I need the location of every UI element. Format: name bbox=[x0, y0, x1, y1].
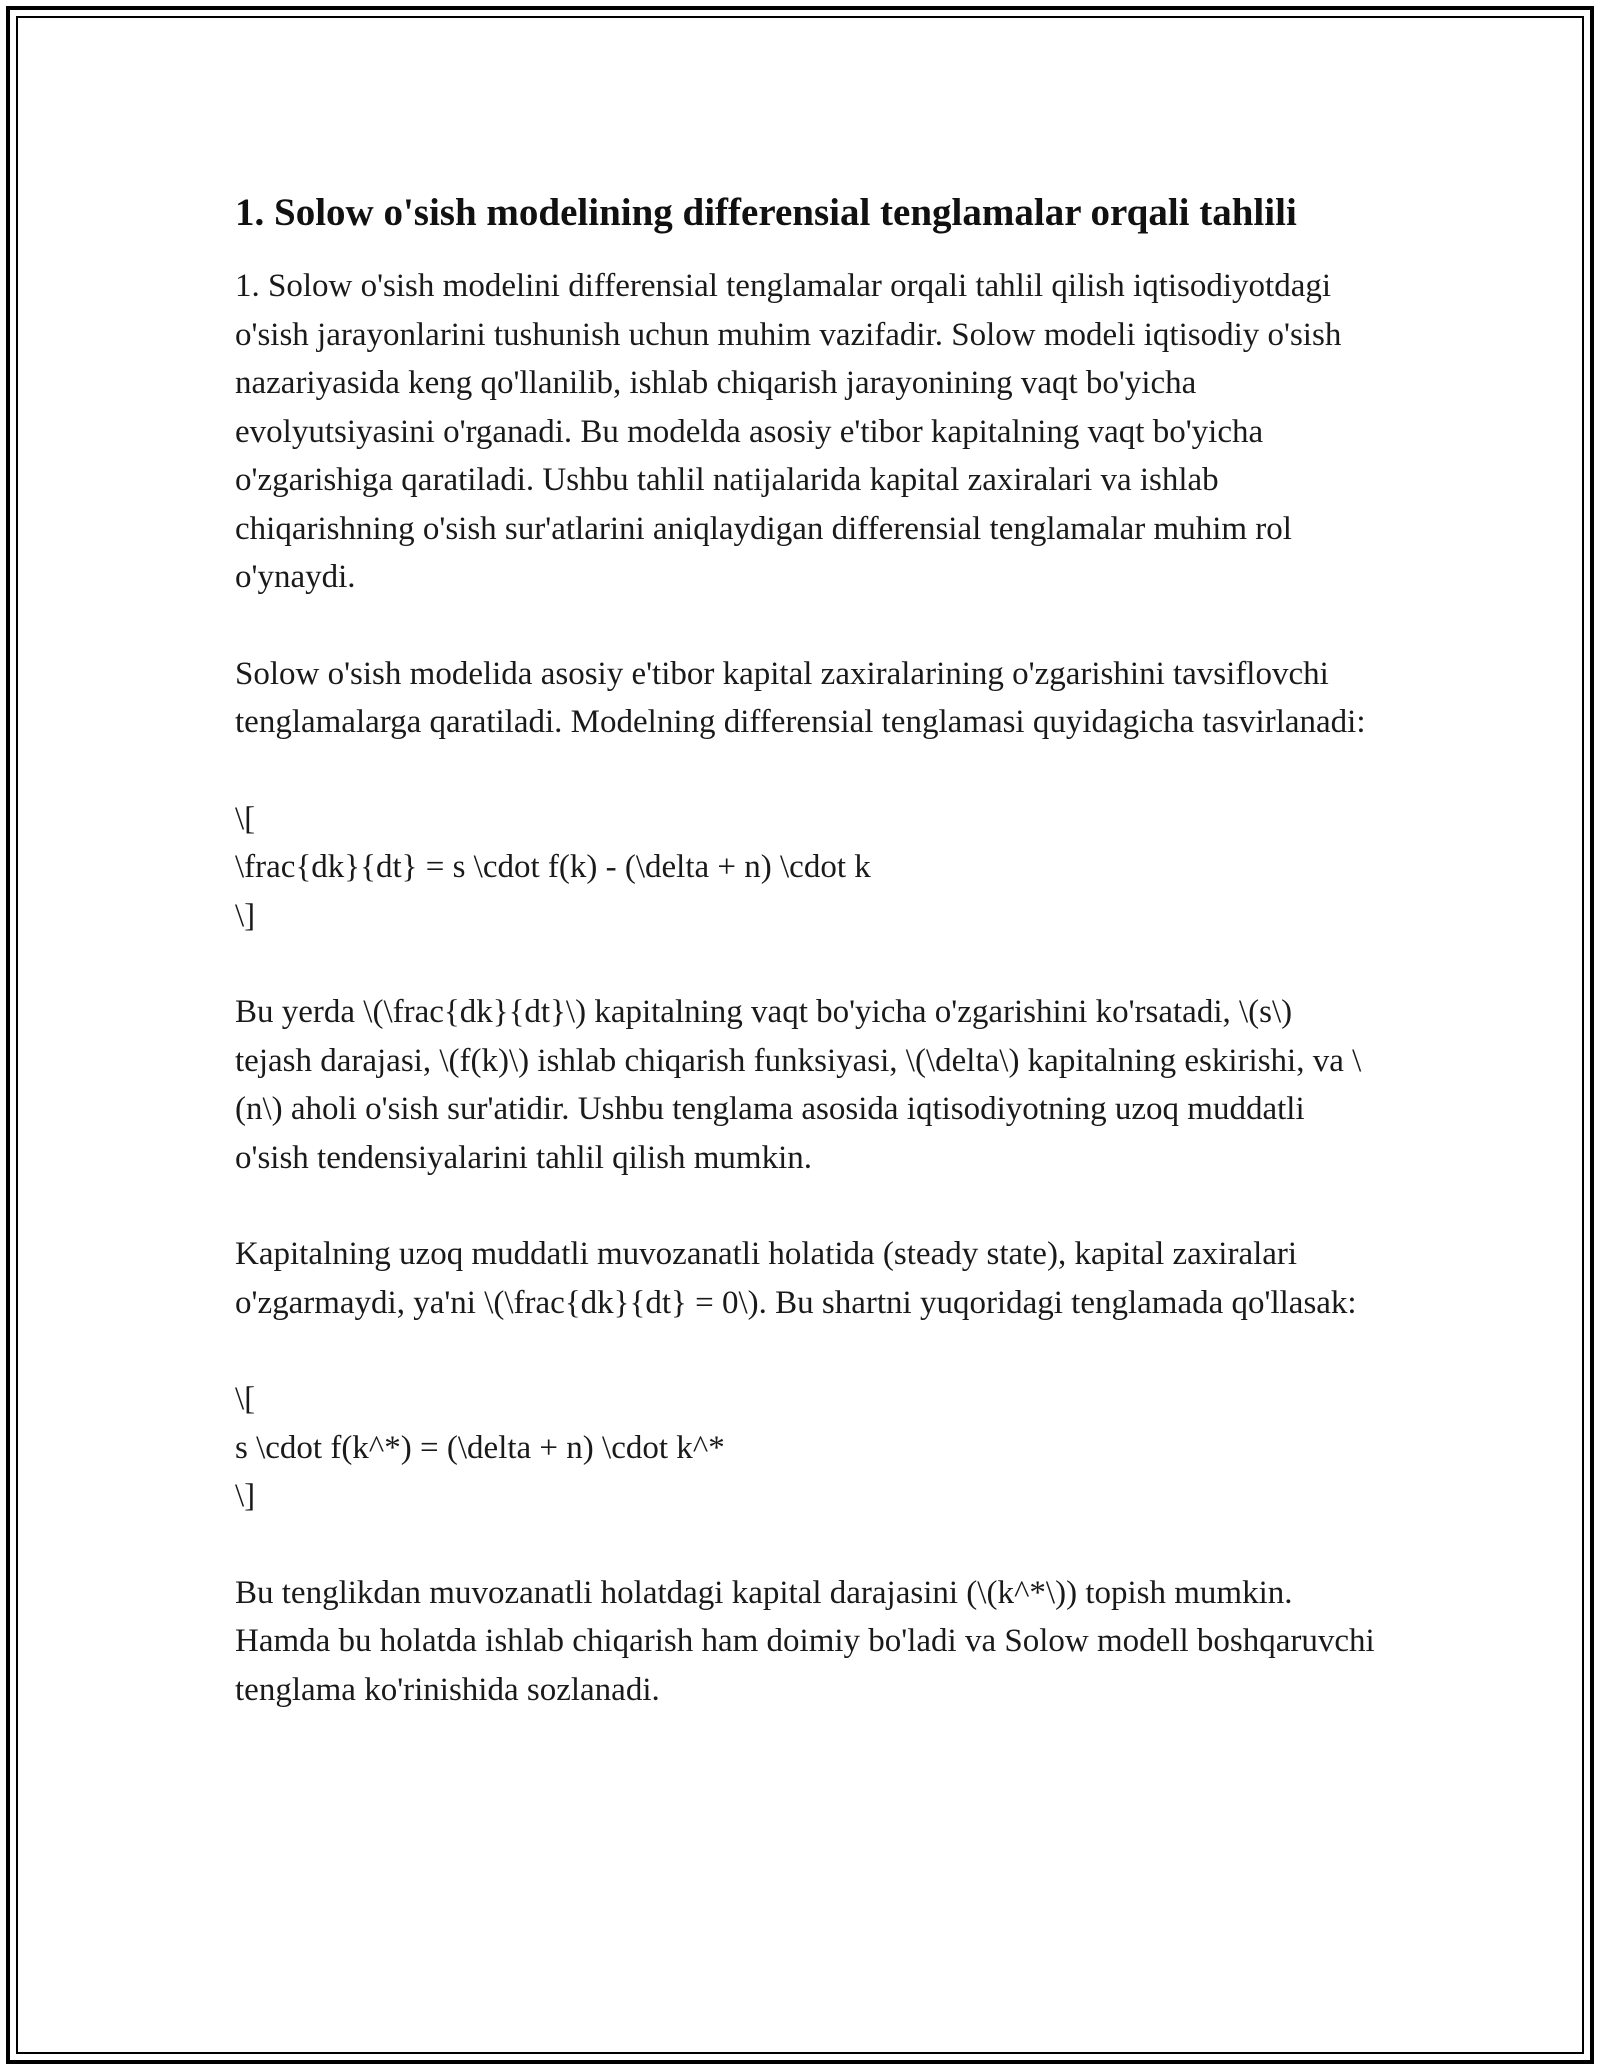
equation-body: \frac{dk}{dt} = s \cdot f(k) - (\delta + n) \cdot k bbox=[235, 849, 871, 885]
equation-close-delimiter: \] bbox=[235, 897, 256, 934]
paragraph-steady-state: Kapitalning uzoq muddatli muvozanatli holatida (steady state), kapital zaxiralari o'zgarmaydi, ya'ni \(\frac{dk}{dt} = 0\). Bu shartni yuqoridagi tenglamada qo'llasak: bbox=[235, 1236, 1357, 1321]
paragraph-variable-definitions: Bu yerda \(\frac{dk}{dt}\) kapitalning vaqt bo'yicha o'zgarishini ko'rsatadi, \(s\) tejash darajasi, \(f(k)\) ishlab chiqarish funksiyasi, \(\delta\) kapitalning eskirishi, va \(n\) aholi o'sish sur'atidir. Ushbu tenglama asosida iqtisodiyotning uzoq muddatli o'sish tendensiyalarini tahlil qilish mumkin. bbox=[235, 994, 1362, 1176]
section-heading: 1. Solow o'sish modelining differensial tenglamalar orqali tahlili bbox=[235, 191, 1297, 234]
paragraph-model-description: Solow o'sish modelida asosiy e'tibor kapital zaxiralarining o'zgarishini tavsiflovchi tenglamalarga qaratiladi. Modelning differensial tenglamasi quyidagicha tasvirlanadi: bbox=[235, 655, 1366, 740]
equation-close-delimiter: \] bbox=[235, 1478, 256, 1514]
paragraph-conclusion: Bu tenglikdan muvozanatli holatdagi kapital darajasini (\(k^*\)) topish mumkin. Hamda bu holatda ishlab chiqarish ham doimiy bo'ladi va Solow modell boshqaruvchi tenglama ko'rinishida sozlanadi. bbox=[235, 1574, 1375, 1708]
document-body bbox=[235, 186, 1375, 1762]
equation-capital-dynamics bbox=[235, 795, 1375, 941]
equation-open-delimiter: \[ bbox=[235, 1381, 256, 1417]
equation-body: s \cdot f(k^*) = (\delta + n) \cdot k^* bbox=[235, 1429, 725, 1466]
paragraph-intro: 1. Solow o'sish modelini differensial tenglamalar orqali tahlil qilish iqtisodiyotdagi o'sish jarayonlarini tushunish uchun muhim vazifadir. Solow modeli iqtisodiy o'sish nazariyasida keng qo'llanilib, ishlab chiqarish jarayonining vaqt bo'yicha evolyutsiyasini o'rganadi. Bu modelda asosiy e'tibor kapitalning vaqt bo'yicha o'zgarishiga qaratiladi. Ushbu tahlil natijalarida kapital zaxiralari va ishlab chiqarishning o'sish sur'atlarini aniqlaydigan differensial tenglamalar muhim rol o'ynaydi. bbox=[235, 268, 1342, 595]
equation-steady-state bbox=[235, 1375, 1375, 1521]
equation-open-delimiter: \[ bbox=[235, 800, 256, 837]
